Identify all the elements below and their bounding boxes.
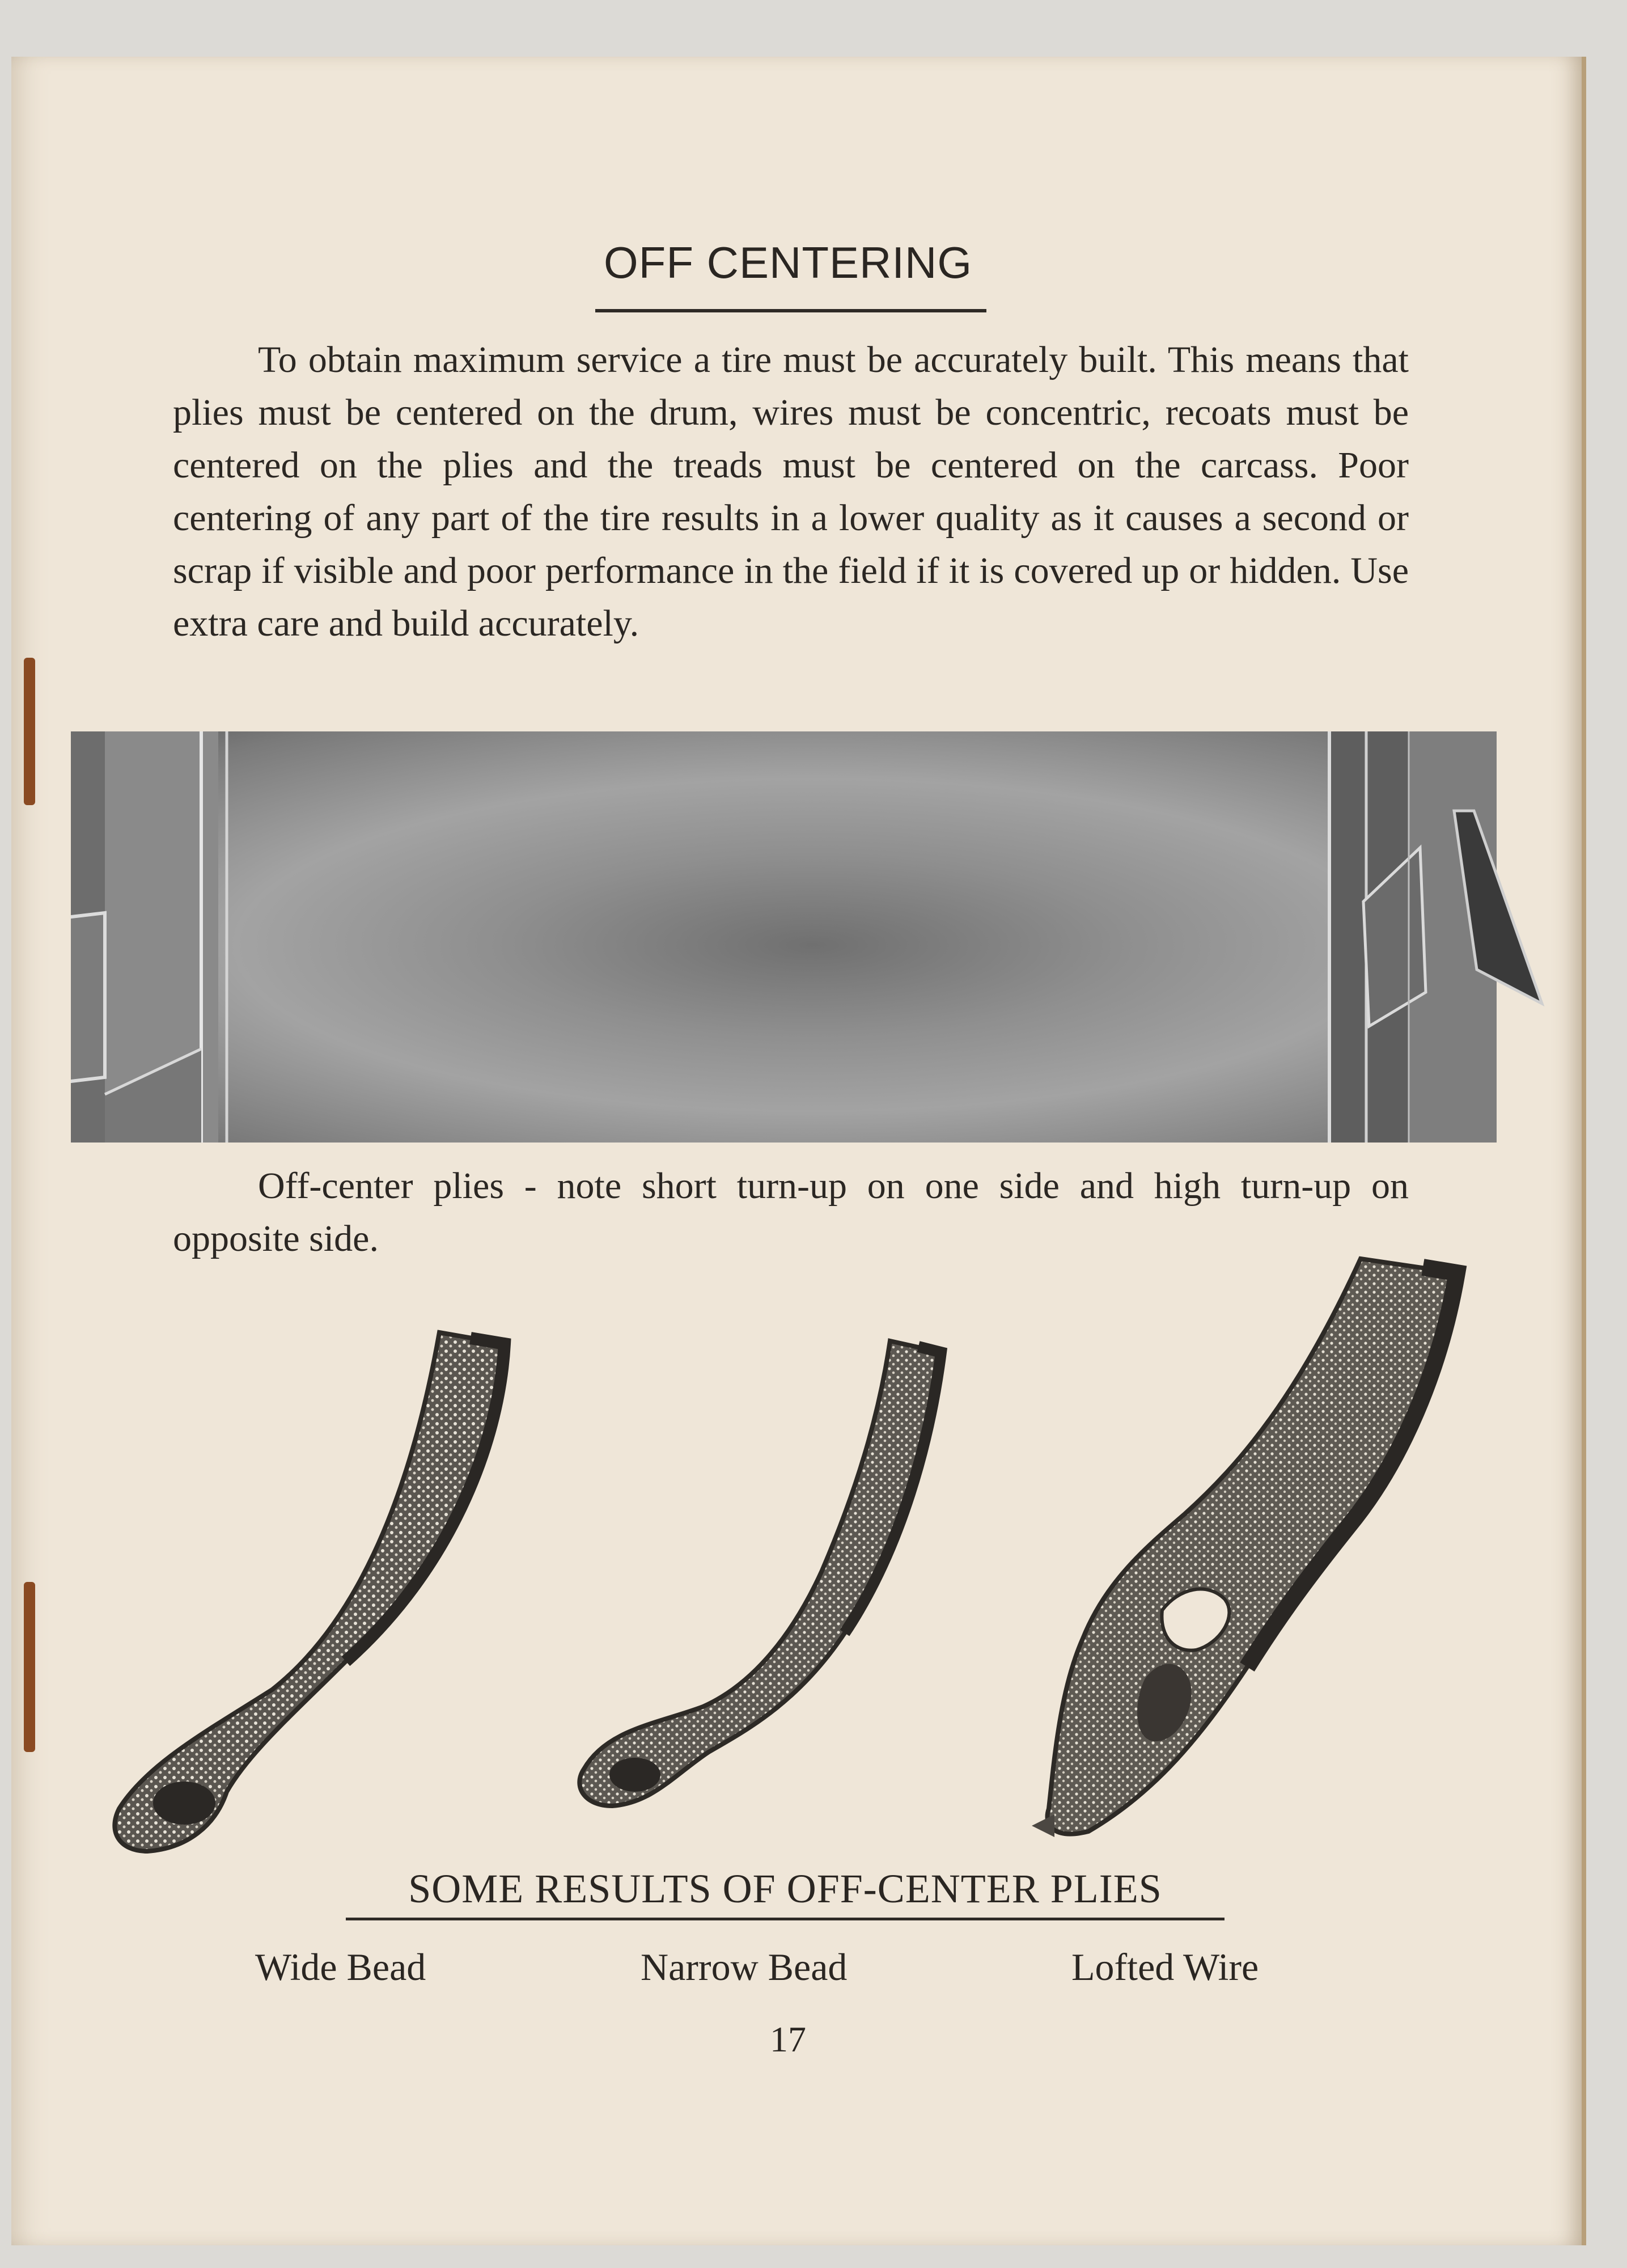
staple-top (24, 658, 35, 805)
label-lofted-wire: Lofted Wire (1071, 1945, 1259, 1988)
label-wide-bead: Wide Bead (255, 1945, 426, 1988)
page-title: OFF CENTERING (604, 238, 972, 287)
page-number: 17 (770, 2019, 806, 2059)
off-center-plies-photo (71, 731, 1497, 1143)
staple-bottom (24, 1582, 35, 1752)
intro-paragraph (173, 333, 1409, 650)
lofted-wire-illustration (1032, 1247, 1474, 1848)
ply-drum-illustration (71, 731, 1545, 1143)
title-underline (595, 309, 986, 312)
results-heading: SOME RESULTS OF OFF-CENTER PLIES (408, 1866, 1162, 1911)
results-underline (346, 1918, 1225, 1920)
narrow-bead-illustration (573, 1332, 964, 1843)
photo-caption-text: Off-center plies - note short turn-up on one side and high turn-up on opposite side. (173, 1165, 1409, 1259)
intro-paragraph-text: To obtain maximum service a tire must be accurately built. This means that plies must be centered on the drum, wires must be concentric, recoats must be centered on the plies and the treads must be centered on the carcass. Poor centering of any part of the tire results in a lower quality as it causes a second or scrap if visible and poor performance in the field if it is covered up or hidden. Use extra care and build accurately. (173, 339, 1409, 644)
wide-bead-illustration (108, 1321, 522, 1865)
label-narrow-bead: Narrow Bead (641, 1945, 848, 1988)
